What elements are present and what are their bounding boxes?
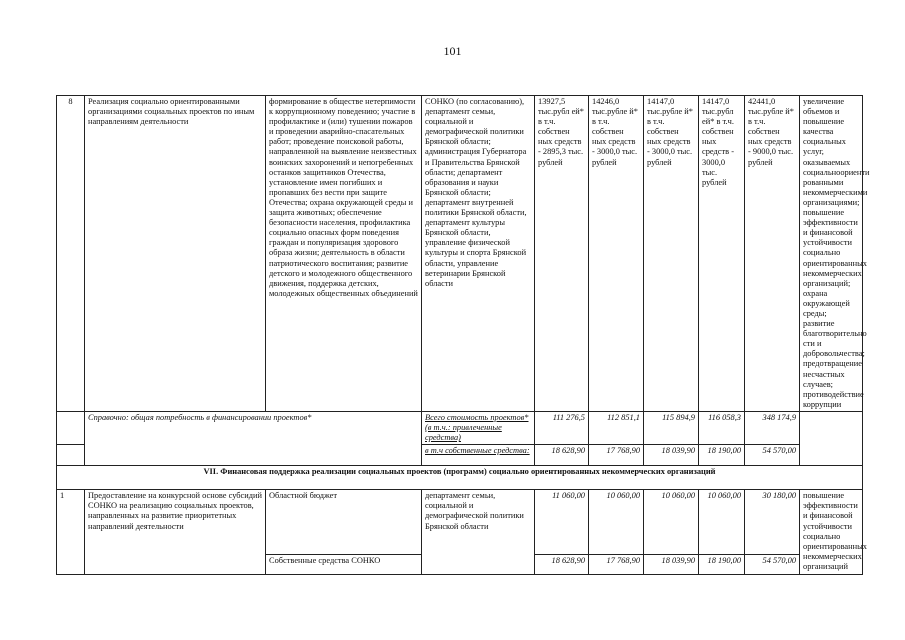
own-funds-value: 17 768,90 (589, 555, 644, 575)
table-row-1 (57, 490, 863, 555)
reference-total-value: 112 851,1 (589, 412, 644, 445)
funding-2019: 13927,5 тыс.рубл ей* в т.ч. собствен ных средств - 2895,3 тыс. рублей (535, 96, 589, 412)
reference-own-value: 18 039,90 (644, 445, 699, 466)
reference-total-value: 348 174,9 (745, 412, 800, 445)
reference-total-value: 115 894,9 (644, 412, 699, 445)
own-funds-value: 18 190,00 (699, 555, 745, 575)
activity-directions: формирование в обществе нетерпимости к коррупционному поведению; участие в профилактике и (или) тушении пожаров и проведении аварийно-спасательных работ; проведение поисковой работы, направленной на выявление неизвестных воинских захоронений и непогребенных останков защитников Отечества, установление имен погибших и пропавших без вести при защите Отечества; охрана окружающей среды и защита животных; обеспечение безопасности населения, профилактика социально опасных форм поведения граждан и популяризация здорового образа жизни; деятельность в области патриотического воспитания; развитие детского и молодежного общественного движения, поддержка детских, молодежных общественных объединений (266, 96, 422, 412)
reference-own-value: 17 768,90 (589, 445, 644, 466)
table-row-8 (57, 96, 863, 412)
reference-total-row (57, 412, 863, 445)
funding-total: 42441,0 тыс.рубле й* в т.ч. собствен ных средств - 9000,0 тыс. рублей (745, 96, 800, 412)
budget-value: 11 060,00 (535, 490, 589, 555)
budget-value: 10 060,00 (699, 490, 745, 555)
reference-total-label: Всего стоимость проектов* (в т.ч.: привлеченные средства) (422, 412, 535, 445)
reference-own-value: 18 628,90 (535, 445, 589, 466)
funding-2022: 14147,0 тыс.рубл ей* в т.ч. собствен ных средств - 3000,0 тыс. рублей (699, 96, 745, 412)
section-row (57, 466, 863, 490)
reference-own-value: 54 570,00 (745, 445, 800, 466)
executors: СОНКО (по согласованию), департамент семьи, социальной и демографической политики Брянской области; администрация Губернатора и Правительства Брянской области; департамент образования и науки Брянской области; департамент внутренней политики Брянской области, департамент культуры Брянской области, управление физической культуры и спорта Брянской области, управление ветеринарии Брянской области (422, 96, 535, 412)
expected-results: повышение эффективности и финансовой устойчивости социально ориентированных некоммерческих организаций (800, 490, 863, 575)
budget-value: 10 060,00 (589, 490, 644, 555)
own-funds-value: 18 039,90 (644, 555, 699, 575)
budget-value: 10 060,00 (644, 490, 699, 555)
row-number: 1 (57, 490, 85, 575)
own-funds-value: 18 628,90 (535, 555, 589, 575)
reference-total-value: 116 058,3 (699, 412, 745, 445)
reference-total-value: 111 276,5 (535, 412, 589, 445)
executor: департамент семьи, социальной и демографической политики Брянской области (422, 490, 535, 575)
budget-value: 30 180,00 (745, 490, 800, 555)
page-number: 101 (443, 44, 462, 58)
section-title: VII. Финансовая поддержка реализации социальных проектов (программ) социально ориентированных некоммерческих организаций (57, 466, 863, 490)
measure-title: Реализация социально ориентированными организациями социальных проектов по иным направлениям деятельности (85, 96, 266, 412)
funding-2021: 14147,0 тыс.рубле й* в т.ч. собствен ных средств - 3000,0 тыс. рублей (644, 96, 699, 412)
own-funds-value: 54 570,00 (745, 555, 800, 575)
row-number: 8 (57, 96, 85, 412)
funding-source: Областной бюджет (266, 490, 422, 555)
expected-results: увеличение объемов и повышение качества социальных услуг, оказываемых социальноориенти рованными некоммерческими организациями; повышение эффективности и финансовой устойчивости социально ориентированных некоммерческих организаций; охрана окружающей среды; развитие благотворительно сти и добровольчества; предотвращение несчастных случаев; противодействие коррупции (800, 96, 863, 412)
funding-source: Собственные средства СОНКО (266, 555, 422, 575)
program-table (56, 95, 870, 575)
measure-title: Предоставление на конкурсной основе субсидий СОНКО на реализацию социальных проектов, направленных на развитие приоритетных направлений деятельности (85, 490, 266, 575)
reference-own-value: 18 190,00 (699, 445, 745, 466)
funding-2020: 14246,0 тыс.рубле й* в т.ч. собствен ных средств - 3000,0 тыс. рублей (589, 96, 644, 412)
reference-own-label: в т.ч собственные средства: (422, 445, 535, 466)
reference-label: Справочно: общая потребность в финансировании проектов* (85, 412, 422, 466)
